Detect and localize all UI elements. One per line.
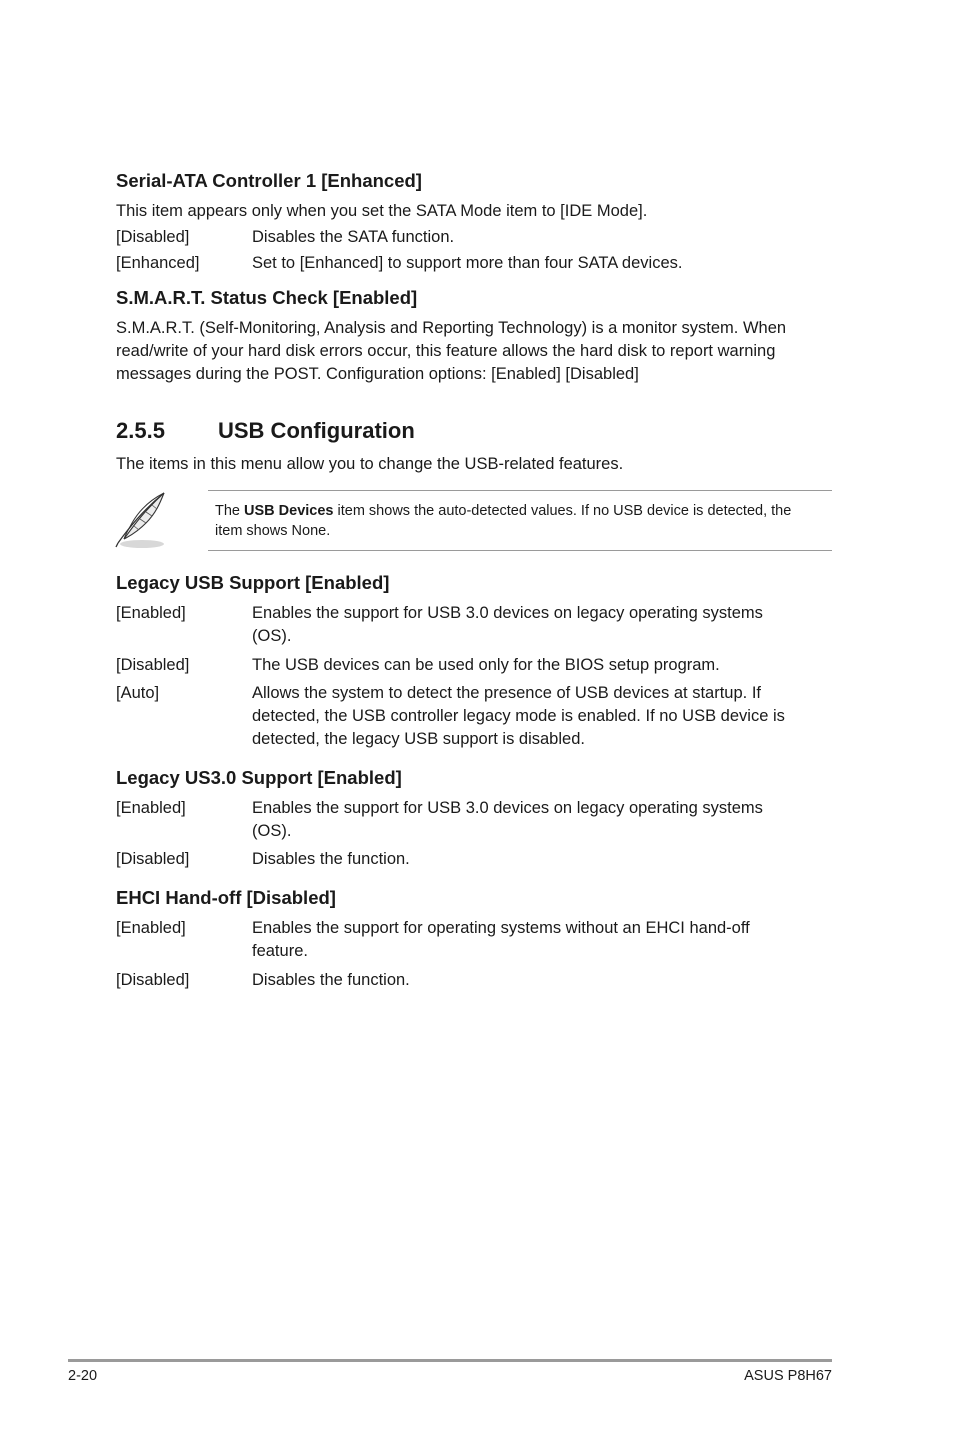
note-bold-term: USB Devices <box>244 502 334 519</box>
text-line: Disables the function. <box>252 971 410 989</box>
option-row <box>116 848 832 871</box>
text-line: (OS). <box>252 627 292 645</box>
option-key: [Enhanced] <box>116 254 200 272</box>
option-row <box>116 602 832 648</box>
option-row <box>116 252 832 275</box>
footer-page-number: 2-20 <box>68 1368 98 1384</box>
text-line: Allows the system to detect the presence of USB devices at startup. If <box>252 684 761 702</box>
option-value <box>252 654 832 677</box>
option-row <box>116 682 832 751</box>
text-line: (OS). <box>252 822 292 840</box>
option-key: [Disabled] <box>116 656 190 674</box>
text-line: The USB devices can be used only for the BIOS setup program. <box>252 656 720 674</box>
section-number: 2.5.5 <box>116 418 165 443</box>
page-content <box>116 170 832 992</box>
note-line-2: item shows None. <box>215 522 331 539</box>
smart-description <box>116 317 832 386</box>
feather-pen-icon <box>112 489 208 551</box>
option-row <box>116 654 832 677</box>
sata-description: This item appears only when you set the SATA Mode item to [IDE Mode]. <box>116 202 648 220</box>
text-line: messages during the POST. Configuration options: [Enabled] [Disabled] <box>116 365 639 383</box>
section-heading-ehci: EHCI Hand-off [Disabled] <box>116 887 336 908</box>
section-title: USB Configuration <box>218 418 415 443</box>
option-row <box>116 226 832 249</box>
usb-config-heading <box>116 418 832 444</box>
option-key: [Auto] <box>116 684 160 702</box>
option-row <box>116 917 832 963</box>
option-value <box>252 602 832 648</box>
option-value <box>252 797 832 843</box>
usb-intro: The items in this menu allow you to change the USB-related features. <box>116 455 624 473</box>
footer-divider <box>68 1359 832 1362</box>
option-value <box>252 969 832 992</box>
note-box <box>116 489 832 551</box>
section-heading-legacy-usb: Legacy USB Support [Enabled] <box>116 572 390 593</box>
text-line: S.M.A.R.T. (Self-Monitoring, Analysis and Reporting Technology) is a monitor system. When <box>116 319 787 337</box>
text-line: detected, the legacy USB support is disabled. <box>252 730 585 748</box>
note-line-1 <box>215 501 824 521</box>
option-row <box>116 969 832 992</box>
text-line: Enables the support for USB 3.0 devices on legacy operating systems <box>252 799 763 817</box>
option-key: [Enabled] <box>116 604 186 622</box>
option-key: [Disabled] <box>116 850 190 868</box>
section-heading-legacy-us3: Legacy US3.0 Support [Enabled] <box>116 767 402 788</box>
option-value <box>252 848 832 871</box>
option-value <box>252 917 832 963</box>
option-value <box>252 682 832 751</box>
text-line: read/write of your hard disk errors occur, this feature allows the hard disk to report warning <box>116 342 776 360</box>
section-heading-smart: S.M.A.R.T. Status Check [Enabled] <box>116 287 418 308</box>
note-rest: item shows the auto-detected values. If no USB device is detected, the <box>333 502 792 519</box>
text-line: feature. <box>252 942 308 960</box>
note-text <box>208 490 832 551</box>
text-line: Enables the support for USB 3.0 devices on legacy operating systems <box>252 604 763 622</box>
option-value: Disables the SATA function. <box>252 228 455 246</box>
footer-product-name: ASUS P8H67 <box>744 1368 832 1384</box>
option-key: [Enabled] <box>116 799 186 817</box>
text-line: Disables the function. <box>252 850 410 868</box>
note-prefix: The <box>215 502 245 519</box>
option-key: [Disabled] <box>116 228 190 246</box>
section-heading-sata: Serial-ATA Controller 1 [Enhanced] <box>116 170 422 191</box>
option-key: [Disabled] <box>116 971 190 989</box>
option-value: Set to [Enhanced] to support more than four SATA devices. <box>252 254 683 272</box>
text-line: detected, the USB controller legacy mode is enabled. If no USB device is <box>252 707 785 725</box>
option-key: [Enabled] <box>116 919 186 937</box>
option-row <box>116 797 832 843</box>
text-line: Enables the support for operating systems without an EHCI hand-off <box>252 919 750 937</box>
